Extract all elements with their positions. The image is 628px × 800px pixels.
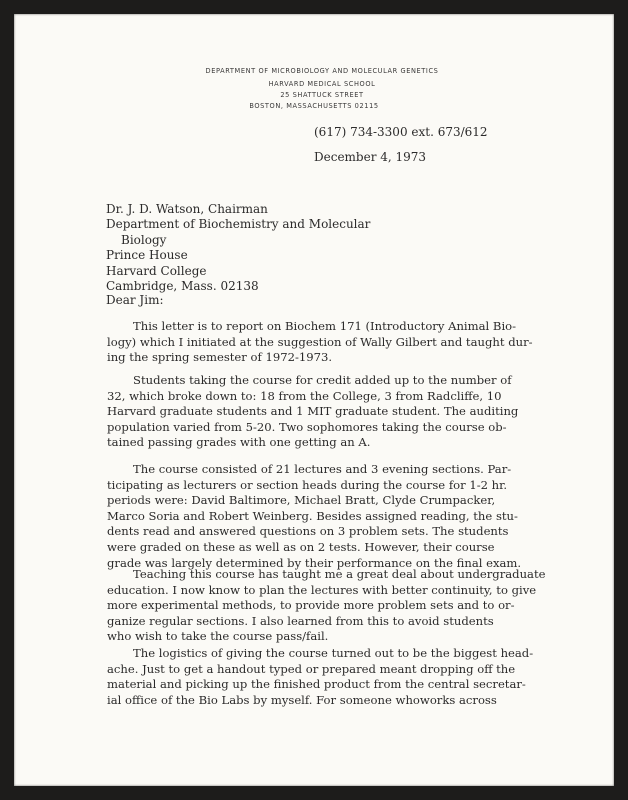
recipient-line: Dr. J. D. Watson, Chairman bbox=[106, 202, 268, 216]
salutation: Dear Jim: bbox=[106, 293, 164, 307]
paragraph-line: The logistics of giving the course turned out to be the biggest head- bbox=[133, 646, 534, 660]
paragraph-line: were graded on these as well as on 2 tests. However, their course bbox=[107, 539, 495, 554]
paragraph-line: Marco Soria and Robert Weinberg. Besides assigned reading, the stu- bbox=[107, 508, 518, 523]
recipient-line: Cambridge, Mass. 02138 bbox=[106, 279, 259, 294]
letterhead-street: 25 SHATTUCK STREET bbox=[280, 91, 364, 99]
paragraph-line: ache. Just to get a handout typed or prepared meant dropping off the bbox=[107, 661, 516, 676]
paragraph-line: more experimental methods, to provide more problem sets and to or- bbox=[107, 598, 515, 613]
paragraph-line: education. I now know to plan the lectures with better continuity, to give bbox=[107, 582, 537, 597]
paragraph-lessons bbox=[107, 567, 546, 645]
paragraph-line: Teaching this course has taught me a great deal about undergraduate bbox=[133, 567, 546, 581]
paragraph-line: periods were: David Baltimore, Michael Bratt, Clyde Crumpacker, bbox=[107, 493, 496, 508]
paragraph-line: This letter is to report on Biochem 171 (Introductory Animal Bio- bbox=[133, 319, 517, 333]
paragraph-line: grade was largely determined by their performance on the final exam. bbox=[107, 555, 522, 570]
paragraph-line: ing the spring semester of 1972-1973. bbox=[107, 350, 333, 365]
phone-number: (617) 734-3300 ext. 673/612 bbox=[314, 125, 488, 139]
paragraph-line: logy) which I initiated at the suggestion of Wally Gilbert and taught dur- bbox=[107, 334, 533, 349]
paragraph-line: ticipating as lecturers or section heads during the course for 1-2 hr. bbox=[107, 477, 508, 492]
recipient-line: Harvard College bbox=[106, 263, 207, 278]
paragraph-course-report bbox=[107, 319, 539, 366]
paragraph-enrollment bbox=[107, 373, 539, 451]
paragraph-line: The course consisted of 21 lectures and 3 evening sections. Par- bbox=[133, 462, 512, 476]
paragraph-line: material and picking up the finished product from the central secretar- bbox=[107, 677, 526, 692]
letter-date: December 4, 1973 bbox=[314, 150, 427, 164]
paragraph-logistics bbox=[107, 646, 539, 708]
paragraph-line: ganize regular sections. I also learned from this to avoid students bbox=[107, 613, 494, 628]
paragraph-line: who wish to take the course pass/fail. bbox=[107, 629, 329, 644]
paragraph-line: Students taking the course for credit added up to the number of bbox=[133, 373, 512, 387]
paragraph-line: tained passing grades with one getting an A. bbox=[107, 435, 371, 450]
recipient-line: Department of Biochemistry and Molecular bbox=[106, 217, 371, 232]
recipient-line: Prince House bbox=[106, 248, 188, 263]
letterhead-city: BOSTON, MASSACHUSETTS 02115 bbox=[249, 102, 379, 110]
recipient-line: Biology bbox=[121, 232, 167, 247]
paragraph-line: population varied from 5-20. Two sophomores taking the course ob- bbox=[107, 419, 507, 434]
letterhead-department: DEPARTMENT OF MICROBIOLOGY AND MOLECULAR GENETICS bbox=[205, 67, 439, 75]
paragraph-line: Harvard graduate students and 1 MIT graduate student. The auditing bbox=[107, 404, 519, 419]
recipient-address bbox=[106, 202, 370, 294]
letter-page bbox=[14, 14, 614, 786]
paragraph-line: ial office of the Bio Labs by myself. For someone whoworks across bbox=[107, 692, 497, 707]
letterhead-school: HARVARD MEDICAL SCHOOL bbox=[268, 80, 376, 88]
paragraph-course-structure bbox=[107, 462, 539, 571]
paragraph-line: dents read and answered questions on 3 problem sets. The students bbox=[107, 524, 509, 539]
paragraph-line: 32, which broke down to: 18 from the College, 3 from Radcliffe, 10 bbox=[107, 388, 502, 403]
